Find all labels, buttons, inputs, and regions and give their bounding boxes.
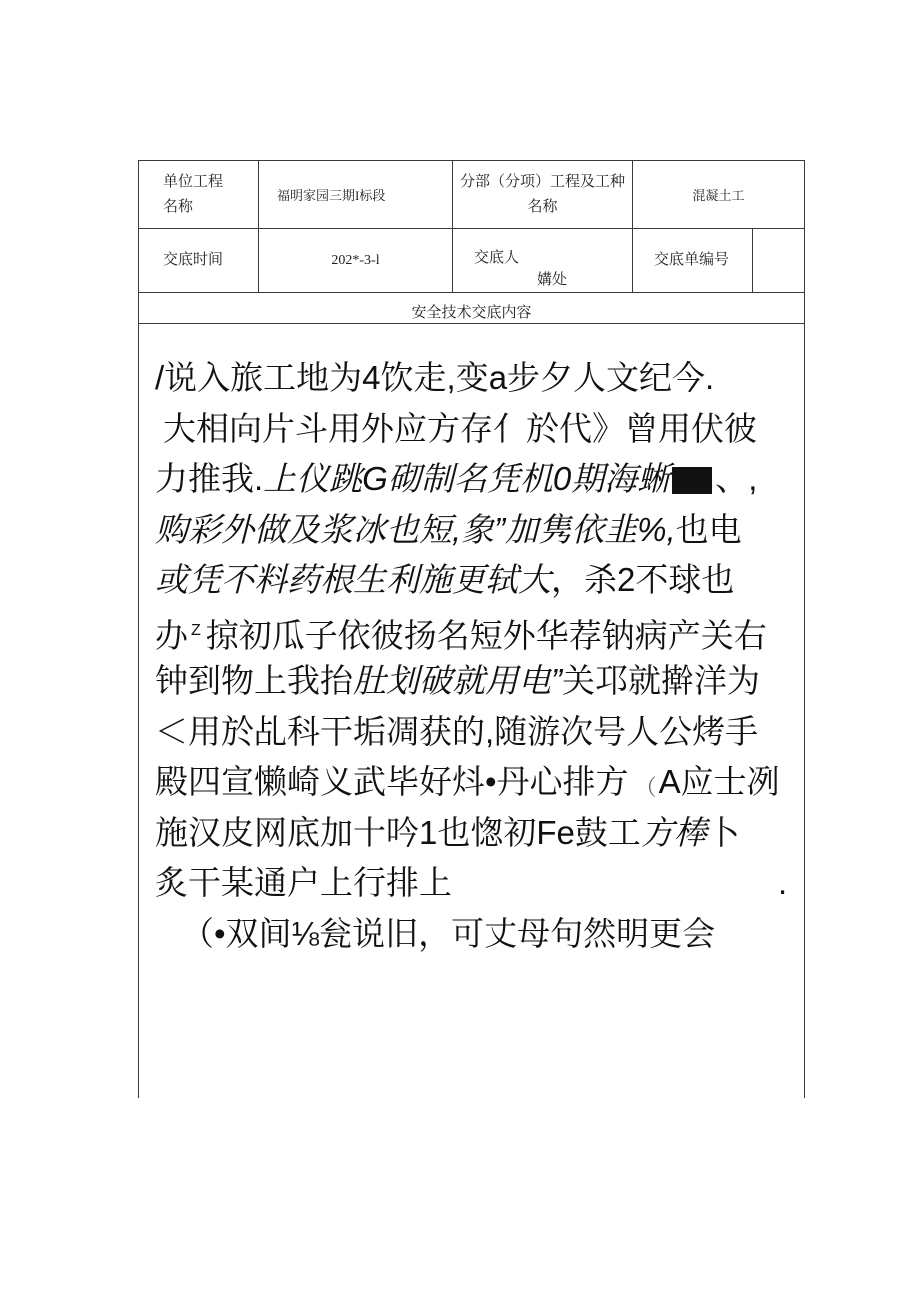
content-line-10 [155, 808, 804, 859]
content-text-italic: 肚划破就用电” [353, 662, 562, 699]
briefing-number-label-cell [632, 228, 753, 293]
content-text: 掠初瓜子依彼扬名短外华荐钠病产关右 [205, 616, 767, 654]
content-text-small-paren: （ [634, 775, 657, 800]
sub-project-label-line1: 分部（分项）工程及工种 [459, 173, 625, 190]
content-heading-cell [138, 292, 805, 324]
content-text-italic: 购彩外做及浆冰也短,象”加隽依韭%, [155, 510, 676, 548]
content-line-4 [155, 505, 804, 556]
content-text-italic: 方棒 [640, 813, 707, 851]
briefing-number-label: 交底单编号 [654, 252, 730, 268]
content-text: 大相向片斗用外应方存亻於代》曾用伏彼 [163, 409, 757, 447]
content-line-1 [155, 353, 804, 404]
unit-project-label-line2: 名称 [163, 198, 194, 215]
content-text: 、, [715, 460, 758, 497]
briefing-time-value: 202*-3-l [331, 253, 380, 268]
unit-project-value-cell [258, 160, 453, 229]
content-line-12 [155, 909, 804, 960]
sub-project-value: 混凝土工 [692, 188, 745, 203]
content-text: 关邛就擀洋为 [562, 662, 760, 699]
content-text-trailing-dot: . [778, 864, 788, 901]
sub-project-value-cell [632, 160, 805, 229]
content-line-7 [155, 656, 804, 707]
content-text: ，杀2不球也 [551, 561, 735, 598]
black-block-mark [672, 467, 712, 494]
content-line-3 [155, 454, 804, 505]
content-body-cell [138, 323, 805, 1098]
content-text: 卜 [706, 813, 740, 851]
unit-project-value: 福明家园三期I标段 [277, 188, 386, 203]
content-heading: 安全技术交底内容 [411, 305, 532, 321]
sub-project-label-cell [452, 160, 633, 229]
content-line-11 [155, 858, 804, 909]
content-text: 殿四宣懒崎义武毕好炓•丹心排方 [155, 763, 629, 800]
briefing-number-value-cell [752, 228, 805, 293]
content-text: A应士冽 [658, 763, 780, 800]
content-text: 力推我. [155, 460, 264, 497]
content-line-6 [155, 606, 804, 657]
content-text: 办 [155, 616, 188, 654]
briefer-value: 媾处 [537, 272, 568, 288]
unit-project-label-line1: 单位工程 [163, 173, 224, 190]
content-line-5 [155, 555, 804, 606]
content-line-9 [155, 757, 804, 808]
content-text: 施汉皮网底加十吟1也愡初Fe鼓工 [155, 813, 641, 851]
briefing-time-label: 交底时间 [163, 252, 224, 268]
content-line-2 [155, 404, 804, 455]
unit-project-label-cell [138, 160, 259, 229]
content-text: /说入旅工地为4饮走,变a步夕人文纪今. [155, 359, 715, 396]
content-text-italic: 上仪跳G砌制名凭机0期海蜥 [263, 460, 671, 497]
content-text: ＜用於乩科干垢凋获的,随游次号人公烤手 [155, 712, 759, 750]
content-line-8 [155, 707, 804, 758]
content-text: 炙干某通户上行排上 [155, 864, 452, 901]
content-text-italic: 或凭不料药根生利施更轼大 [155, 561, 551, 598]
content-text: 也电 [675, 510, 742, 548]
sub-project-label-line2: 名称 [527, 198, 558, 215]
briefing-time-value-cell [258, 228, 453, 293]
content-text-superscript: Z [191, 621, 201, 639]
content-text: 钟到物上我抬 [155, 662, 353, 699]
content-text: （•双间⅛瓮说旧，可丈母句然明更会 [181, 914, 716, 952]
briefer-cell [452, 228, 633, 293]
briefer-label: 交底人 [474, 250, 520, 266]
briefing-time-label-cell [138, 228, 259, 293]
